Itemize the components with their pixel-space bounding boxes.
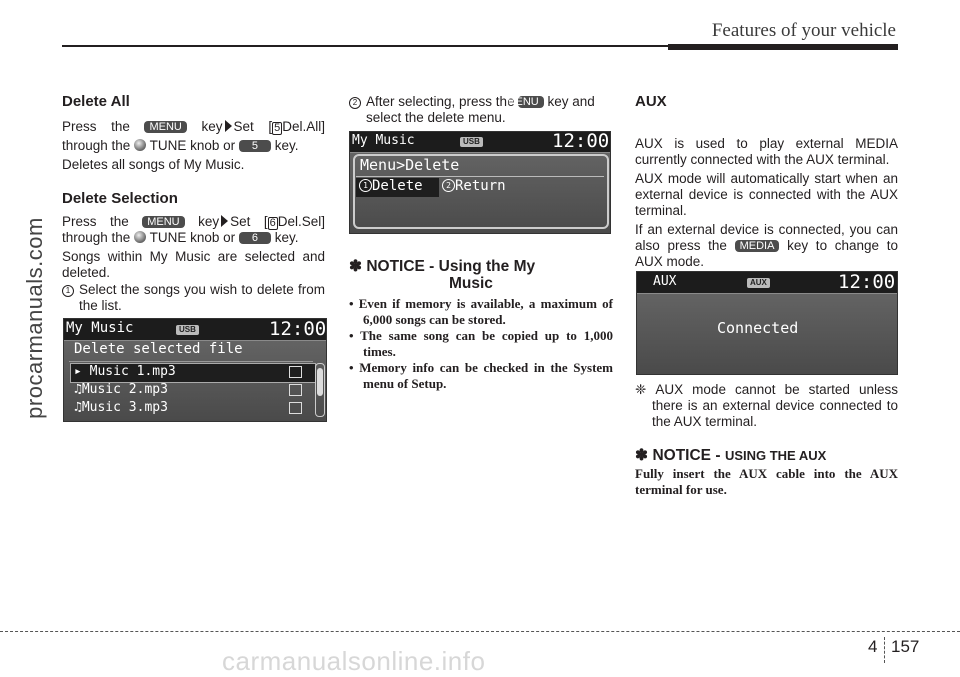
list-item: • Memory info can be checked in the System menu of Setup. [349,360,614,391]
aux-note: ❈ AUX mode cannot be started unless there is an external device connected to the AUX terminal. [635,382,898,429]
notice-mark-icon: ✽ [635,447,648,464]
delete-all-heading: Delete All [62,93,130,110]
column-1 [62,93,325,314]
screen-subtitle: Delete selected file [74,341,243,357]
footer-separator [884,637,885,663]
preset-5-icon: 5 [274,122,281,134]
list-item: • The same song can be copied up to 1,000 times. [349,328,613,359]
delete-selection-heading: Delete Selection [62,190,178,207]
screen-clock: 12:00 [552,131,610,152]
notice-aux-title: USING THE AUX [724,448,827,463]
music-note-icon: ♫ [74,382,82,397]
tune-knob-icon [134,139,146,151]
scrollbar-thumb[interactable] [317,368,323,396]
aux-note-block [635,382,898,498]
preset-6-icon: 6 [269,217,276,229]
delete-sel-line1: Press the MENU key Set [ 6 Del.Sel] [62,214,325,229]
aux-para-1: AUX is used to play external MEDIA currently connected with the AUX terminal. [635,136,898,167]
delete-all-desc: Deletes all songs of My Music. [62,157,245,172]
step-2: 2 After selecting, press the MENU key and select the delete menu. [349,94,613,126]
aux-heading: AUX [635,93,667,110]
header-bar [668,44,898,50]
arrow-right-icon [225,120,232,132]
media-key-icon: MEDIA [735,240,780,252]
tune-knob-icon [134,231,146,243]
column-2 [349,94,613,126]
menu-key-icon: MENU [518,96,543,108]
section-title: Features of your vehicle [711,20,896,41]
side-watermark: procarmanuals.com [21,217,47,419]
list-item[interactable]: ▸ Music 1.mp3 [74,364,176,379]
notice-my-music [349,258,613,392]
list-item[interactable]: ♫Music 3.mp3 [74,400,168,415]
notice-aux: ✽ NOTICE - USING THE AUX [635,447,827,464]
screen-title: AUX [653,274,677,289]
circled-2-icon: 2 [349,97,361,109]
chapter-number: 4 [868,637,878,656]
option-return[interactable]: 2 Return [442,178,506,194]
notice-aux-body: Fully insert the AUX cable into the AUX terminal for use. [635,466,898,497]
aux-badge: AUX [747,278,770,288]
list-item[interactable]: ♫Music 2.mp3 [74,382,168,397]
notice-mark-icon: ✽ [349,258,362,275]
delete-menu-screen [349,131,611,234]
delete-sel-desc: Songs within My Music are selected and deleted. [62,249,325,280]
bottom-watermark: carmanualsonline.info [222,646,486,676]
list-item: • Even if memory is available, a maximum of 6,000 songs can be stored. [349,296,613,327]
arrow-right-icon [221,215,228,227]
notice-title: NOTICE - Using the My [366,258,536,275]
usb-badge: USB [176,325,199,335]
column-3 [635,93,898,270]
circled-1-icon: 1 [359,179,372,192]
screen-clock: 12:00 [838,271,896,293]
key-5-icon: 5 [239,140,271,152]
step-1: 1 Select the songs you wish to delete from the list. [62,282,325,314]
circled-2-icon: 2 [442,179,455,192]
key-6-icon: 6 [239,232,271,244]
option-delete[interactable]: 1 Delete [359,178,423,194]
screen-title: My Music [66,320,134,336]
checkbox[interactable] [289,366,302,378]
menu-key-icon: MENU [142,216,184,228]
aux-connected-screen [636,271,898,375]
circled-1-icon: 1 [62,285,74,297]
scrollbar[interactable] [315,363,325,417]
menu-path: Menu>Delete [360,156,460,174]
connection-status: Connected [717,319,799,337]
page-number: 157 [891,637,920,656]
note-mark-icon: ❈ [635,382,647,397]
music-note-icon: ♫ [74,400,82,415]
checkbox[interactable] [289,384,302,396]
aux-para-3: If an external device is connected, you can also press the MEDIA key to change to AUX mode. [635,222,898,269]
delete-all-line1: Press the MENU key Set [ 5 Del.All] [62,119,325,134]
menu-key-icon: MENU [144,121,186,133]
screen-clock: 12:00 [269,318,327,340]
checkbox[interactable] [289,402,302,414]
screen-title: My Music [352,133,415,148]
delete-all-line2: through the TUNE knob or 5 key. [62,138,299,153]
my-music-delete-screen [63,318,327,422]
usb-badge: USB [460,137,483,147]
footer-rule [0,631,960,632]
notice-title-2: Music [449,275,493,292]
play-arrow-icon: ▸ [74,364,82,379]
aux-para-2: AUX mode will automatically start when an external device is connected with the AUX terminal. [635,171,898,218]
delete-sel-line2: through the TUNE knob or 6 key. [62,230,299,245]
